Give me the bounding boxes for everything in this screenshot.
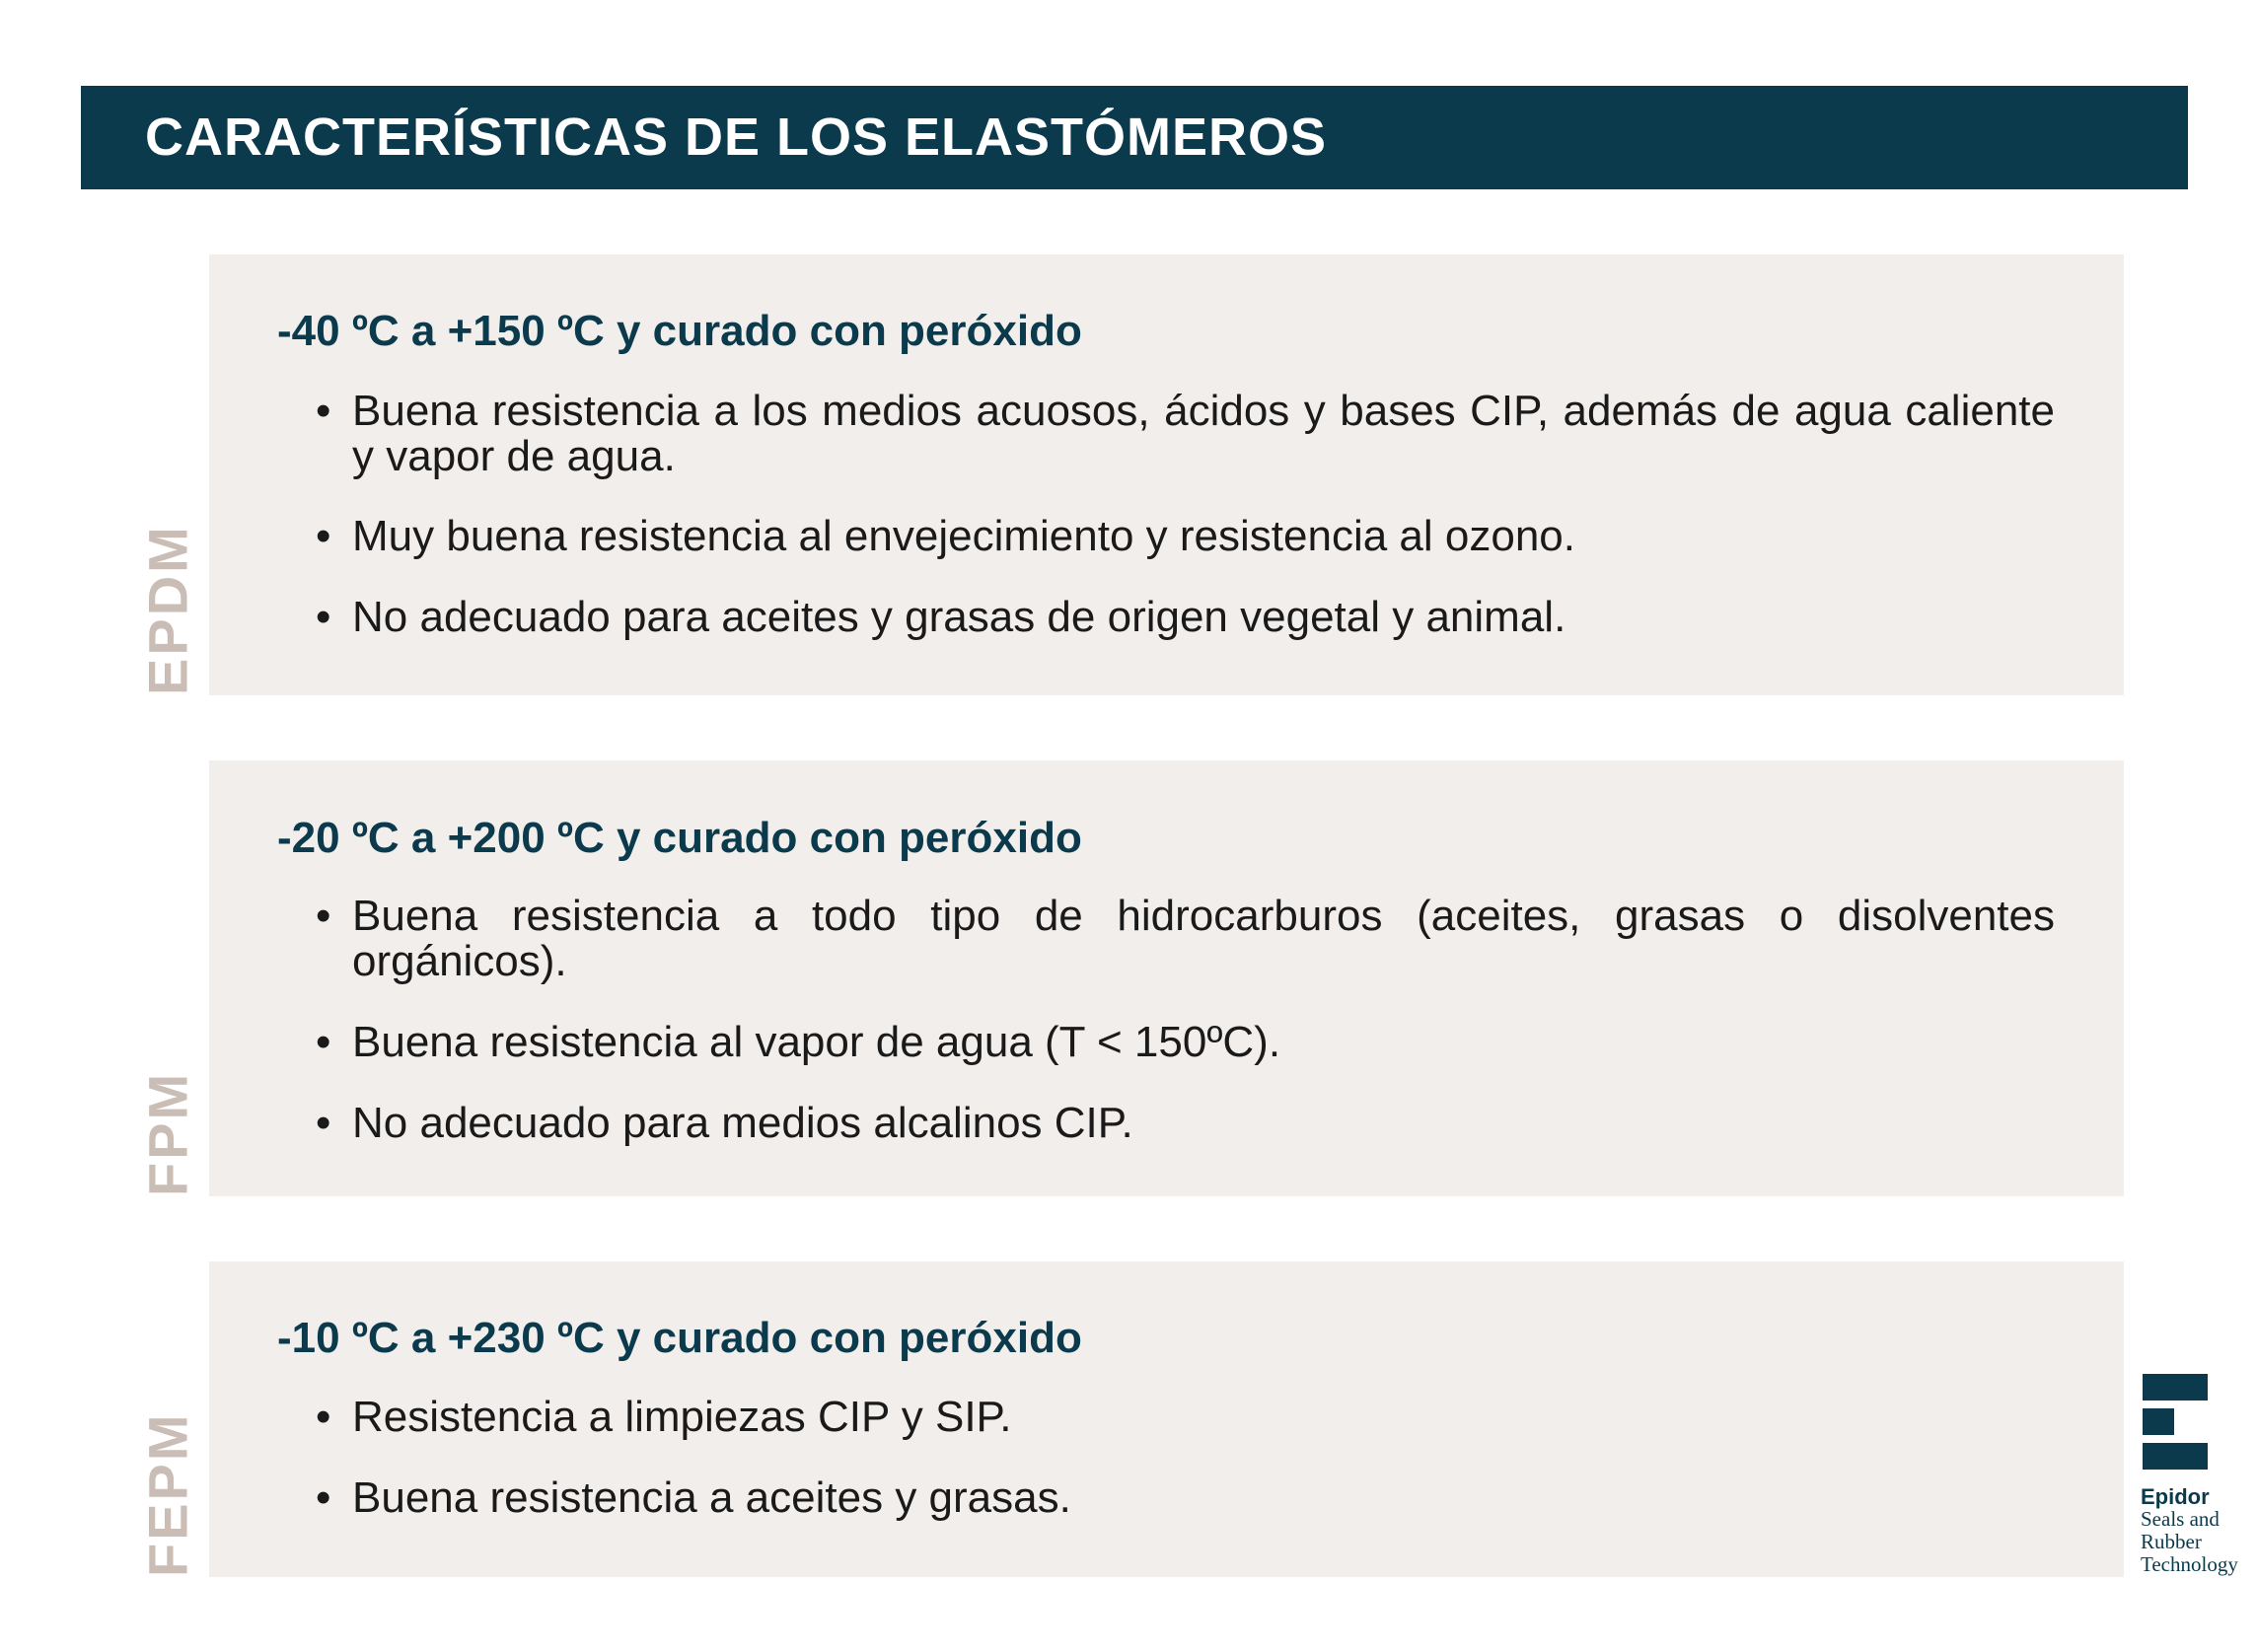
section-panel-fepm: [209, 1261, 2124, 1577]
section-label-fpm: FPM: [136, 1070, 199, 1196]
section-heading-fepm: -10 ºC a +230 ºC y curado con peróxido: [277, 1314, 1082, 1362]
list-item: [316, 892, 2055, 985]
bullet-dot-icon: •: [316, 387, 331, 435]
list-item: [316, 593, 2055, 641]
list-item: [316, 512, 2055, 560]
epidor-logo: [2141, 1374, 2257, 1591]
bullet-dot-icon: •: [316, 892, 331, 940]
bullet-dot-icon: •: [316, 1099, 331, 1147]
list-item: [316, 1018, 2055, 1066]
bullet-dot-icon: •: [316, 512, 331, 560]
bullet-dot-icon: •: [316, 1018, 331, 1066]
list-item: [316, 387, 2055, 480]
logo-mark-icon: [2143, 1443, 2208, 1470]
section-label-epdm: EPDM: [136, 524, 199, 695]
list-item-text: No adecuado para aceites y grasas de origen vegetal y animal.: [352, 593, 1566, 641]
logo-tagline: Seals and Rubber Technology: [2141, 1507, 2238, 1576]
list-item: [316, 1099, 2055, 1147]
logo-brand-name: Epidor: [2141, 1484, 2210, 1509]
bullet-dot-icon: •: [316, 1393, 331, 1441]
section-label-fepm: FEPM: [136, 1411, 199, 1577]
list-item-text: Buena resistencia al vapor de agua (T < 150ºC).: [352, 1018, 1281, 1066]
section-panel-epdm: [209, 254, 2124, 695]
list-item-text: Resistencia a limpiezas CIP y SIP.: [352, 1393, 1012, 1441]
logo-mark-icon: [2143, 1408, 2174, 1435]
list-item-text: Muy buena resistencia al envejecimiento y resistencia al ozono.: [352, 512, 1575, 560]
list-item: [316, 1393, 2055, 1441]
list-item-text: Buena resistencia a aceites y grasas.: [352, 1473, 1071, 1522]
list-item-text: No adecuado para medios alcalinos CIP.: [352, 1099, 1133, 1147]
logo-mark-icon: [2143, 1374, 2208, 1401]
section-heading-epdm: -40 ºC a +150 ºC y curado con peróxido: [277, 307, 1082, 355]
section-panel-fpm: [209, 760, 2124, 1196]
list-item-text: Buena resistencia a los medios acuosos, ácidos y bases CIP, además de agua caliente y vapor de agua.: [352, 387, 2055, 480]
list-item-text: Buena resistencia a todo tipo de hidrocarburos (aceites, grasas o disolventes orgánicos).: [352, 892, 2055, 985]
section-heading-fpm: -20 ºC a +200 ºC y curado con peróxido: [277, 814, 1082, 862]
bullet-dot-icon: •: [316, 1473, 331, 1522]
bullet-dot-icon: •: [316, 593, 331, 641]
header-banner: [81, 86, 2188, 189]
list-item: [316, 1473, 2055, 1522]
page-title: CARACTERÍSTICAS DE LOS ELASTÓMEROS: [145, 108, 1328, 167]
